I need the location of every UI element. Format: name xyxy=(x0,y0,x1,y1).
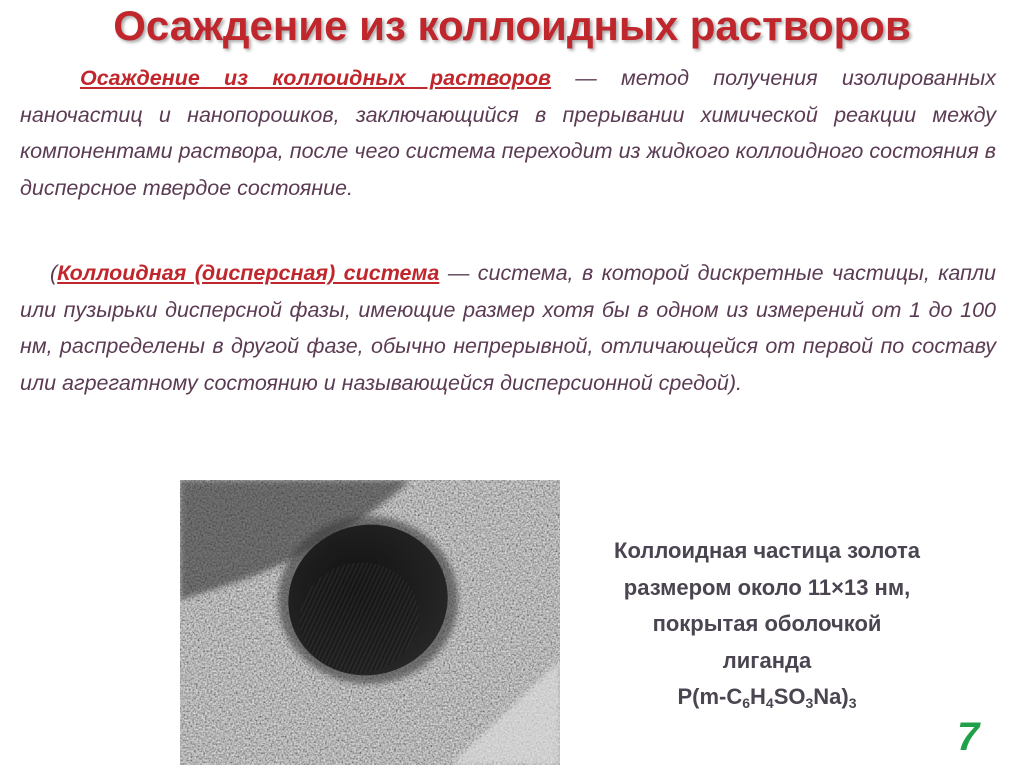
definition-text: — метод получения изолированных наночастиц и нанопорошков, заключающийся в прерывании химической реакции между компонентами раствора, после чего система переходит из жидкого коллоидного состояния в дисперсное твердое состояние. xyxy=(20,66,996,200)
caption-line-4: лиганда xyxy=(722,647,812,673)
formula-part: P(m-C xyxy=(677,684,743,709)
caption-line-3: покрытая оболочкой xyxy=(652,611,882,636)
formula-part: SO xyxy=(773,684,806,709)
formula-subscript: 3 xyxy=(805,695,814,711)
slide-title: Осаждение из коллоидных растворов xyxy=(113,2,911,49)
formula-subscript: 3 xyxy=(848,695,857,711)
caption-line-1: Коллоидная частица золота xyxy=(614,538,920,563)
ligand-formula xyxy=(572,679,962,716)
page-number: 7 xyxy=(957,715,980,759)
definition-term: Осаждение из коллоидных растворов xyxy=(80,66,552,90)
note-term: Коллоидная (дисперсная) система xyxy=(57,261,440,285)
caption-line-2: размером около 11×13 нм, xyxy=(623,574,911,600)
formula-part: Na) xyxy=(813,684,849,709)
note-open-paren: ( xyxy=(50,261,58,285)
note-text: — система, в которой дискретные частицы, капли или пузырьки дисперсной фазы, имеющие размер хотя бы в одном из измерений от 1 до 100 нм, распределены в другой фазе, обычно непрерывной, отличающейся от первой по составу или агрегатному состоянию и называющейся дисперсионной средой). xyxy=(20,261,996,395)
formula-part: H xyxy=(750,684,766,709)
formula-subscript: 6 xyxy=(742,695,751,711)
gold-nanoparticle-micrograph xyxy=(180,480,560,765)
micrograph-caption xyxy=(572,533,962,716)
note-paragraph xyxy=(20,255,996,401)
formula-subscript: 4 xyxy=(765,695,774,711)
definition-paragraph xyxy=(20,60,996,206)
